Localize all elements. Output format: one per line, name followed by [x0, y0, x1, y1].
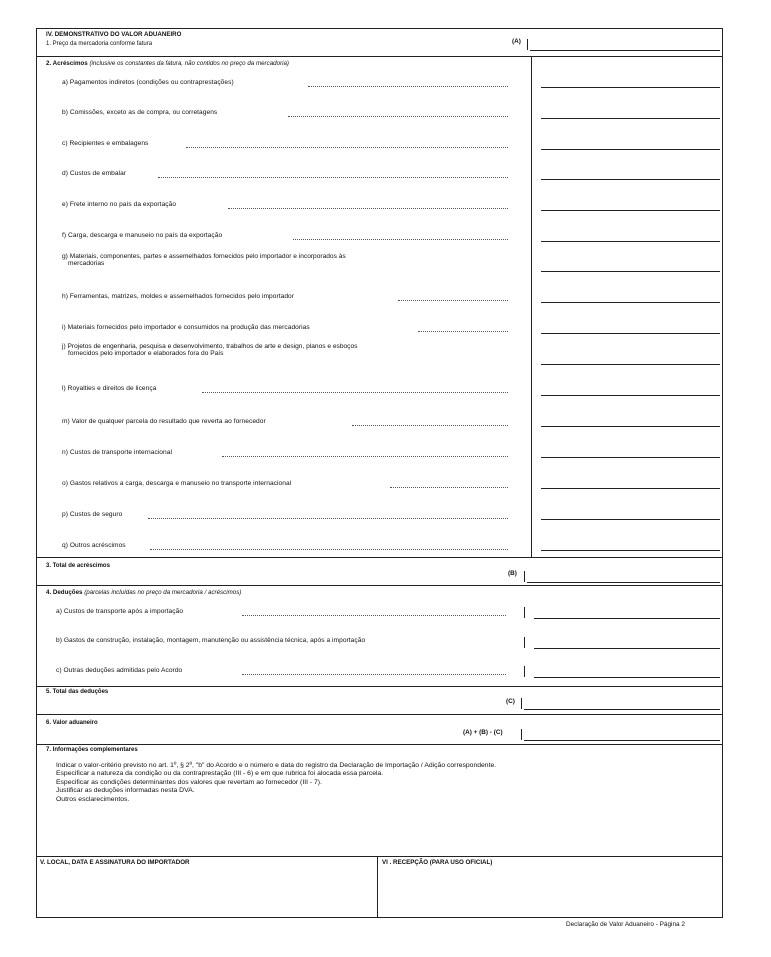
field3-tag: (B): [508, 570, 517, 577]
field3-label: 3. Total de acréscimos: [46, 563, 110, 569]
item-n: n) Custos de transporte internacional: [62, 449, 172, 456]
sep-3: [36, 585, 723, 586]
item-p-value[interactable]: [541, 519, 720, 520]
frame-right: [722, 28, 723, 917]
field6-tag: (A) + (B) - (C): [463, 729, 503, 736]
frame-left: [36, 28, 37, 917]
item-n-value[interactable]: [541, 457, 720, 458]
sep-2: [36, 557, 723, 558]
item-l-value[interactable]: [541, 395, 720, 396]
item-i-value[interactable]: [541, 333, 720, 334]
item-f: f) Carga, descarga e manuseio no país da exportação: [62, 232, 223, 239]
frame-top: [36, 28, 723, 29]
section-v-title: V. LOCAL, DATA E ASSINATURA DO IMPORTADOR: [40, 859, 190, 866]
field2-label: 2. Acréscimos (inclusive os constantes da fatura, não contidos no preço da mercadoria): [46, 60, 289, 67]
field5-value-line[interactable]: [524, 709, 720, 710]
field1-tag: (A): [512, 38, 521, 45]
item-f-value[interactable]: [541, 241, 720, 242]
section-vi-title: VI . RECEPÇÃO (PARA USO OFICIAL): [382, 859, 493, 866]
item-d: d) Custos de embalar: [62, 170, 127, 177]
item-q-value[interactable]: [541, 550, 720, 551]
field6-value-line[interactable]: [524, 740, 720, 741]
item-j-value[interactable]: [541, 364, 720, 365]
page-footer: Declaração de Valor Aduaneiro - Página 2: [566, 921, 685, 928]
sep-1: [36, 56, 723, 57]
importer-signature-area[interactable]: [38, 868, 375, 915]
additions-divider: [531, 56, 532, 557]
field5-label: 5. Total das deduções: [46, 689, 109, 695]
deduction-b: b) Gastos de construção, instalação, montagem, manutenção ou assistência técnica, após a importação: [56, 637, 366, 644]
item-e: e) Frete interno no país da exportação: [62, 201, 177, 208]
item-m-value[interactable]: [541, 426, 720, 427]
item-d-value[interactable]: [541, 179, 720, 180]
v-vi-divider: [377, 856, 378, 917]
item-o-value[interactable]: [541, 488, 720, 489]
item-h: h) Ferramentas, matrizes, moldes e assemelhados fornecidos pelo importador: [62, 293, 295, 300]
item-m: m) Valor de qualquer parcela do resultado que reverta ao fornecedor: [62, 418, 266, 425]
item-o: o) Gastos relativos a carga, descarga e manuseio no transporte internacional: [62, 480, 292, 487]
item-c: c) Recipientes e embalagens: [62, 140, 149, 147]
sep-6: [36, 744, 723, 745]
item-l: l) Royalties e direitos de licença: [62, 385, 157, 392]
item-b: b) Comissões, exceto as de compra, ou corretagens: [62, 109, 218, 116]
item-a-value[interactable]: [541, 87, 720, 88]
deduction-c: c) Outras deduções admitidas pelo Acordo: [56, 667, 183, 674]
item-h-value[interactable]: [541, 302, 720, 303]
item-e-value[interactable]: [541, 210, 720, 211]
field1-label: 1. Preço da mercadoria conforme fatura: [46, 41, 153, 47]
sep-4: [36, 686, 723, 687]
deduction-b-value[interactable]: [534, 648, 720, 649]
item-p: p) Custos de seguro: [62, 511, 123, 518]
sep-5: [36, 714, 723, 715]
field5-tag: (C): [506, 698, 515, 705]
field7-notes: Indicar o valor-critério previsto no art. 1º, § 2º, "b" do Acordo e o número e data do registro da Declaração de Importação / Adição correspondente. Especificar a natureza da condição ou da contraprestação (III - 6) e em que rubrica foi alocada essa parcela. Especificar as condições determinantes dos valores que revertam ao fornecedor (III - 7). Justificar as deduções informadas nesta DVA. Outros esclarecimentos.: [56, 762, 497, 803]
item-q: q) Outros acréscimos: [62, 542, 126, 549]
field7-label: 7. Informações complementares: [46, 747, 138, 753]
official-reception-area[interactable]: [380, 868, 720, 915]
item-g-value[interactable]: [541, 271, 720, 272]
field3-value-line[interactable]: [527, 582, 720, 583]
item-c-value[interactable]: [541, 149, 720, 150]
item-g: g) Materiais, componentes, partes e assemelhados fornecidos pelo importador e incorporados às mercadorias: [62, 253, 346, 267]
item-i: i) Materiais fornecidos pelo importador e consumidos na produção das mercadorias: [62, 324, 310, 331]
item-a: a) Pagamentos indiretos (condições ou contraprestações): [62, 79, 234, 86]
deduction-c-value[interactable]: [534, 677, 720, 678]
field6-label: 6. Valor aduaneiro: [46, 720, 98, 726]
section-iv-title: IV. DEMONSTRATIVO DO VALOR ADUANEIRO: [46, 31, 182, 38]
item-b-value[interactable]: [541, 118, 720, 119]
frame-bottom: [36, 917, 723, 918]
item-j: j) Projetos de engenharia, pesquisa e desenvolvimento, trabalhos de arte e design, planos e esboços fornecidos pelo importador e elaborados fora do País: [62, 343, 358, 357]
sep-7: [36, 856, 723, 857]
field4-sublabel: (parcelas incluídas no preço da mercadoria / acréscimos): [84, 589, 242, 596]
deduction-a-value[interactable]: [534, 618, 720, 619]
deduction-a: a) Custos de transporte após a importação: [56, 608, 184, 615]
field2-sublabel: (inclusive os constantes da fatura, não contidos no preço da mercadoria): [89, 60, 289, 67]
field1-value-line[interactable]: [530, 50, 720, 51]
field4-label: 4. Deduções (parcelas incluídas no preço da mercadoria / acréscimos): [46, 589, 242, 596]
